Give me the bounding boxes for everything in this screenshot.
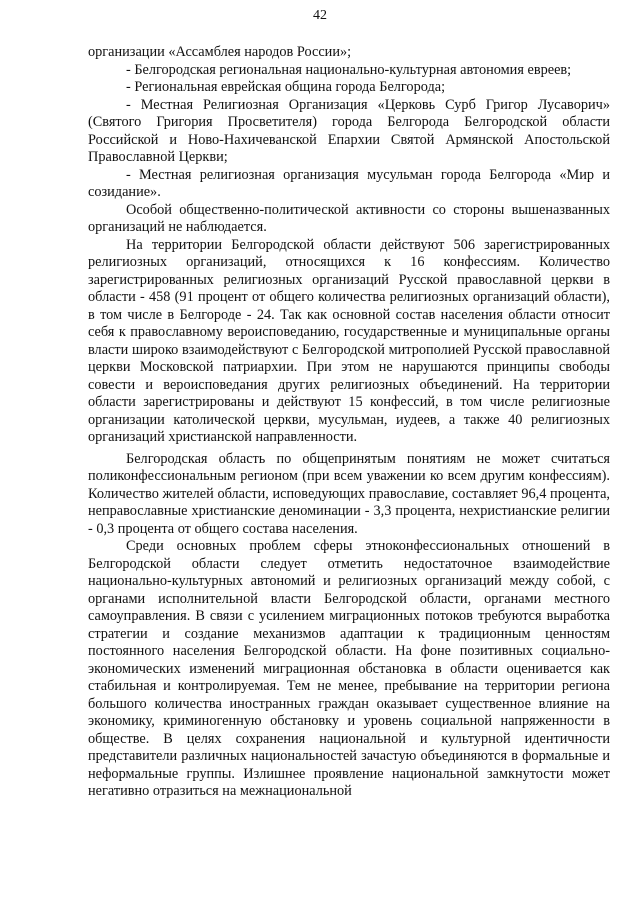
paragraph-confessions: Белгородская область по общепринятым понятиям не может считаться поликонфессиональным регионом (при всем уважении ко всем другим конфессиям). Количество жителей области, исповедующих православие, составляет 96,4 процента, неправославные христианские деноминации - 3,3 процента, нехристианские религии - 0,3 процента от общего состава населения. [88, 450, 610, 537]
paragraph-problems: Среди основных проблем сферы этноконфессиональных отношений в Белгородской области следует отметить недостаточное взаимодействие национально-культурных автономий и религиозных организаций между собой, с органами исполнительной власти Белгородской области, органами местного самоуправления. В связи с усилением миграционных потоков требуются выработка стратегии и создание механизмов адаптации к традиционным ценностям постоянного населения Белгородской области. На фоне позитивных социально-экономических изменений миграционная обстановка в области оценивается как стабильная и контролируемая. Тем не менее, пребывание на территории региона большого количества иностранных граждан оказывает существенное влияние на экономику, криминогенную обстановку и уровень социальной напряженности в обществе. В целях сохранения национальной и культурной идентичности представители различных национальностей зачастую объединяются в формальные и неформальные группы. Излишнее проявление национальной замкнутости может негативно отразиться на межнациональной [88, 538, 610, 799]
paragraph-activity: Особой общественно-политической активности со стороны вышеназванных организаций не наблюдается. [88, 201, 610, 235]
paragraph-continuation: организации «Ассамблея народов России»; [88, 44, 352, 60]
paragraph-religious-organizations: На территории Белгородской области действуют 506 зарегистрированных религиозных организаций, относящихся к 16 конфессиям. Количество зарегистрированных религиозных организаций Русской православной церкви в области - 458 (91 процент от общего количества религиозных организаций области), в том числе в Белгороде - 24. Так как основной состав населения области относит себя к православному вероисповеданию, государственные и муниципальные органы власти широко взаимодействуют с Белгородской митрополией Русской православной церкви Московской патриархии. При этом не нарушаются принципы свободы совести и вероисповедания других религиозных объединений. На территории области зарегистрированы и действуют 15 конфессий, в том числе религиозные организации католической церкви, мусульман, иудеев, а также 40 религиозных организаций христианской направленности. [88, 236, 610, 445]
list-item-muslim-organization: - Местная религиозная организация мусульман города Белгорода «Мир и созидание». [88, 166, 610, 200]
list-item-jewish-autonomy: - Белгородская региональная национально-культурная автономия евреев; [126, 61, 572, 78]
list-item-armenian-church: - Местная Религиозная Организация «Церковь Сурб Григор Лусаворич» (Святого Григория Просветителя) города Белгорода Белгородской области Российской и Ново-Нахичеванской Епархии Святой Армянской Апостольской Православной Церкви; [88, 96, 610, 165]
list-item-jewish-community: - Региональная еврейская община города Белгорода; [126, 79, 446, 95]
page-number: 42 [313, 8, 327, 23]
document-body [88, 44, 610, 801]
